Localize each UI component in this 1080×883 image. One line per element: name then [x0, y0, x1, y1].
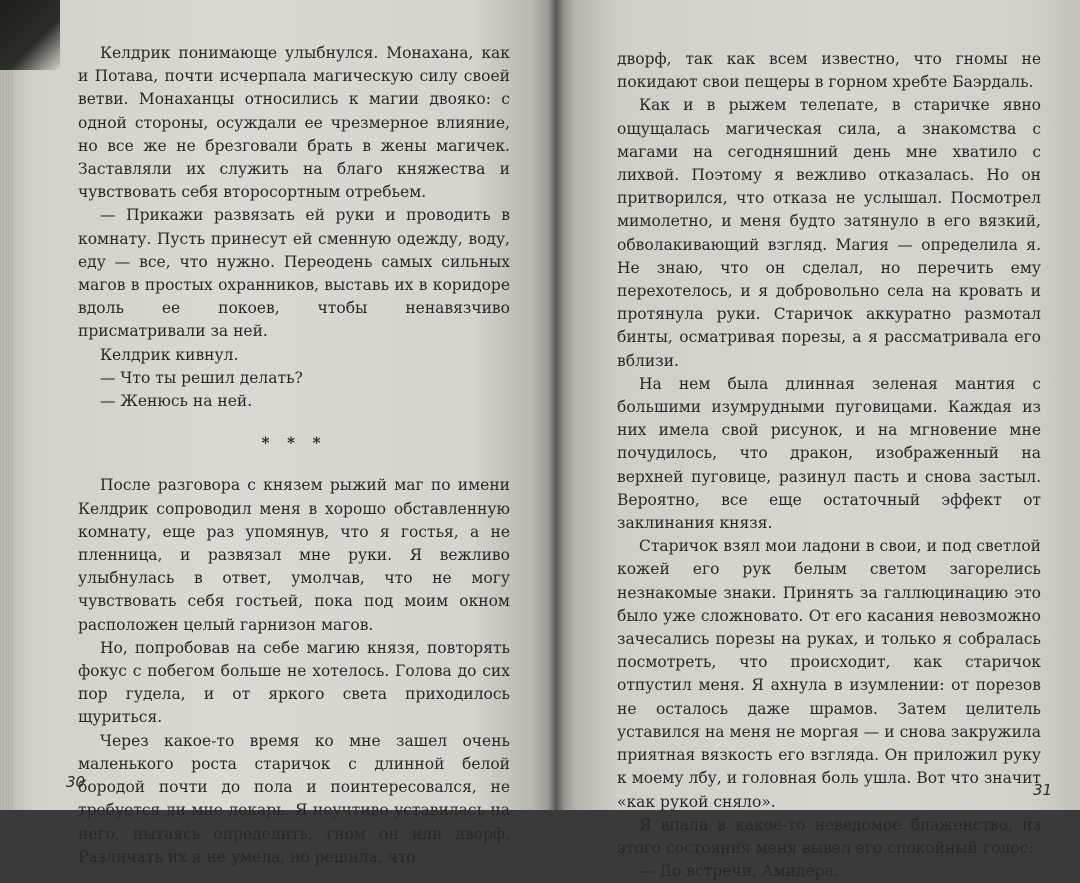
- paragraph: Келдрик кивнул.: [100, 345, 239, 364]
- right-page: [555, 0, 1080, 881]
- paragraph: Келдрик понимающе улыбнулся. Монахана, как и Потава, почти исчерпала магическую силу своей ветви. Монаханцы относились к магии двояко: с одной стороны, осуждали ее чрезмерное влияние, но все же не брезговали брать в жены магичек. Заставляли их служить на благо княжества и чувствовать себя второсортным отребьем.: [78, 44, 510, 202]
- paragraph: дворф, так как всем известно, что гномы не покидают свои пещеры в горном хребте Баэрдаль.: [617, 50, 1041, 92]
- dialog-line: — Прикажи развязать ей руки и проводить в комнату. Пусть принесут ей сменную одежду, воду, еду — все, что нужно. Переодень самых сильных магов в простых охранников, выставь их в коридоре вдоль ее покоев, чтобы ненавязчиво присматривали за ней.: [78, 206, 510, 341]
- paragraph: Я впала в какое-то неведомое блаженство, из этого состояния меня вывел его спокойный голос:: [617, 815, 1041, 857]
- book-gutter: [548, 0, 564, 810]
- dialog-line: — До встречи, Амидера.: [639, 862, 839, 881]
- left-page-text: [78, 42, 510, 869]
- paragraph: Но, попробовав на себе магию князя, повторять фокус с побегом больше не хотелось. Голова до сих пор гудела, и от яркого света приходилось щуриться.: [78, 638, 510, 727]
- dialog-line: — Женюсь на ней.: [100, 392, 253, 411]
- paragraph: На нем была длинная зеленая мантия с большими изумрудными пуговицами. Каждая из них имела свой рисунок, и на мгновение мне почудилось, что дракон, изображенный на верхней пуговице, разинул пасть и снова застыл. Вероятно, все еще остаточный эффект от заклинания князя.: [617, 374, 1041, 533]
- paragraph: Старичок взял мои ладони в свои, и под светлой кожей его рук белым светом загорелись незнакомые знаки. Принять за галлюцинацию это было уже сложновато. От его касания невозможно зачесались порезы на руках, и только я собралась посмотреть, что происходит, как старичок отпустил меня. Я ахнула в изумлении: от порезов не осталось даже шрамов. Затем целитель уставился на меня не моргая — и снова закружила приятная вязкость его взгляда. Он приложил руку к моему лбу, и головная боль ушла. Вот что значит «как рукой сняло».: [617, 537, 1041, 811]
- paragraph: После разговора с князем рыжий маг по имени Келдрик сопроводил меня в хорошо обставленную комнату, еще раз упомянув, что я гостья, а не пленница, и развязал мне руки. Я вежливо улыбнулась в ответ, умолчав, что не могу чувствовать себя гостьей, пока под моим окном расположен целый гарнизон магов.: [78, 476, 510, 634]
- section-separator: * * *: [261, 433, 327, 453]
- background-object: [0, 0, 60, 70]
- page-edges: [0, 0, 14, 810]
- right-page-text: [617, 48, 1041, 883]
- paragraph: Через какое-то время ко мне зашел очень маленького роста старичок с длинной белой бородой почти до пола и поинтересовался, не требуется ли мне лекарь. Я неучтиво уставилась на него, пытаясь определить, гном он или дворф. Различать их я не умела, но решила, что: [78, 731, 510, 866]
- page-number-left: 30: [66, 773, 86, 791]
- paragraph: Как и в рыжем телепате, в старичке явно ощущалась магическая сила, а знакомства с магами на сегодняшний день мне хватило с лихвой. Поэтому я вежливо отказалась. Но он притворился, что отказа не услышал. Посмотрел мимолетно, и меня будто затянуло в его вязкий, обволакивающий взгляд. Магия — определила я. Не знаю, что он сделал, но перечить ему перехотелось, и я добровольно села на кровать и протянула руки. Старичок аккуратно размотал бинты, осматривая порезы, а я рассматривала его вблизи.: [617, 96, 1041, 370]
- page-number-right: 31: [1033, 781, 1053, 799]
- dialog-line: — Что ты решил делать?: [100, 368, 303, 387]
